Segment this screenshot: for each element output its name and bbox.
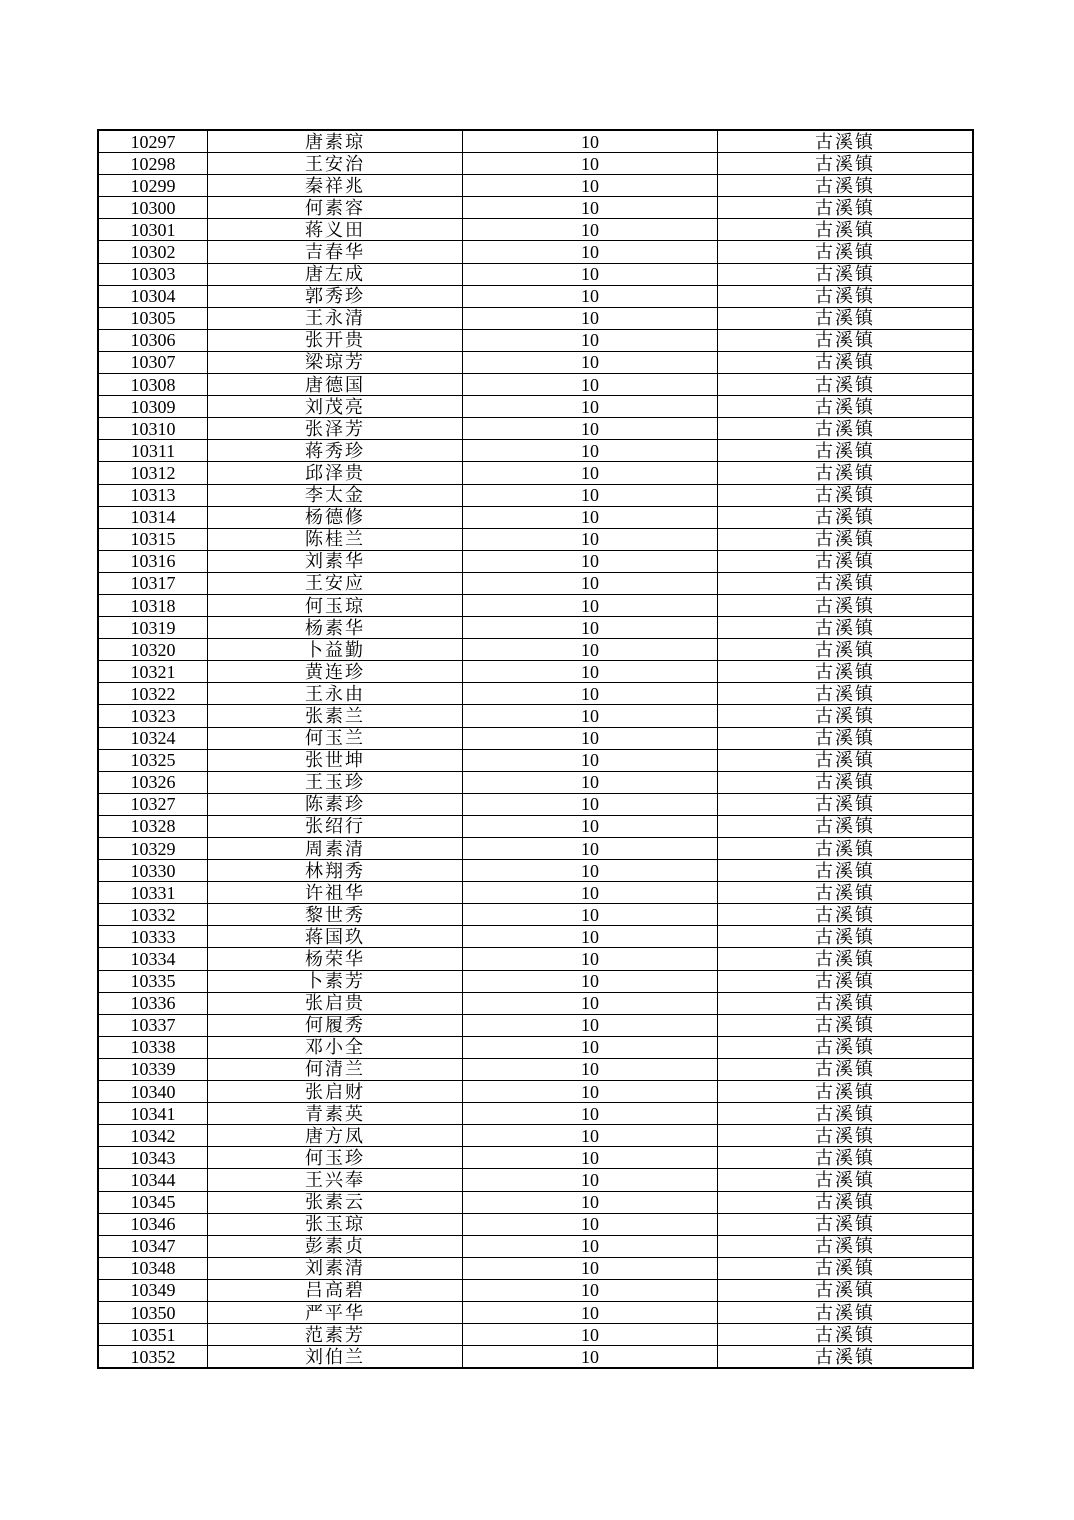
- table-row: [98, 749, 973, 771]
- id-cell: 10309: [98, 396, 208, 418]
- town-cell: 古溪镇: [718, 749, 974, 771]
- table-row: [98, 683, 973, 705]
- table-row: [98, 1346, 973, 1369]
- name-cell: 何清兰: [208, 1058, 463, 1080]
- id-cell: 10313: [98, 484, 208, 506]
- amount-cell: 10: [463, 1301, 718, 1323]
- table-row: [98, 1324, 973, 1346]
- roster-table-body: [98, 130, 973, 1368]
- name-cell: 卜益勤: [208, 639, 463, 661]
- id-cell: 10297: [98, 130, 208, 153]
- id-cell: 10322: [98, 683, 208, 705]
- table-row: [98, 705, 973, 727]
- id-cell: 10307: [98, 351, 208, 373]
- town-cell: 古溪镇: [718, 1257, 974, 1279]
- id-cell: 10306: [98, 329, 208, 351]
- name-cell: 黎世秀: [208, 904, 463, 926]
- id-cell: 10328: [98, 815, 208, 837]
- town-cell: 古溪镇: [718, 175, 974, 197]
- table-row: [98, 1235, 973, 1257]
- town-cell: 古溪镇: [718, 727, 974, 749]
- town-cell: 古溪镇: [718, 860, 974, 882]
- amount-cell: 10: [463, 1257, 718, 1279]
- amount-cell: 10: [463, 705, 718, 727]
- table-row: [98, 329, 973, 351]
- id-cell: 10349: [98, 1279, 208, 1301]
- town-cell: 古溪镇: [718, 1036, 974, 1058]
- id-cell: 10327: [98, 793, 208, 815]
- name-cell: 杨荣华: [208, 948, 463, 970]
- id-cell: 10342: [98, 1125, 208, 1147]
- name-cell: 秦祥兆: [208, 175, 463, 197]
- id-cell: 10336: [98, 992, 208, 1014]
- id-cell: 10341: [98, 1103, 208, 1125]
- town-cell: 古溪镇: [718, 462, 974, 484]
- town-cell: 古溪镇: [718, 440, 974, 462]
- id-cell: 10314: [98, 506, 208, 528]
- name-cell: 黄连珍: [208, 661, 463, 683]
- amount-cell: 10: [463, 130, 718, 153]
- town-cell: 古溪镇: [718, 1346, 974, 1369]
- id-cell: 10350: [98, 1301, 208, 1323]
- amount-cell: 10: [463, 1169, 718, 1191]
- id-cell: 10317: [98, 572, 208, 594]
- town-cell: 古溪镇: [718, 617, 974, 639]
- amount-cell: 10: [463, 484, 718, 506]
- table-row: [98, 904, 973, 926]
- id-cell: 10315: [98, 528, 208, 550]
- name-cell: 严平华: [208, 1301, 463, 1323]
- town-cell: 古溪镇: [718, 639, 974, 661]
- amount-cell: 10: [463, 462, 718, 484]
- table-row: [98, 1257, 973, 1279]
- amount-cell: 10: [463, 838, 718, 860]
- table-row: [98, 484, 973, 506]
- amount-cell: 10: [463, 948, 718, 970]
- table-row: [98, 374, 973, 396]
- name-cell: 张开贵: [208, 329, 463, 351]
- amount-cell: 10: [463, 1058, 718, 1080]
- id-cell: 10325: [98, 749, 208, 771]
- amount-cell: 10: [463, 1103, 718, 1125]
- town-cell: 古溪镇: [718, 307, 974, 329]
- id-cell: 10348: [98, 1257, 208, 1279]
- amount-cell: 10: [463, 153, 718, 175]
- town-cell: 古溪镇: [718, 882, 974, 904]
- amount-cell: 10: [463, 1125, 718, 1147]
- id-cell: 10302: [98, 241, 208, 263]
- id-cell: 10305: [98, 307, 208, 329]
- amount-cell: 10: [463, 285, 718, 307]
- name-cell: 许祖华: [208, 882, 463, 904]
- id-cell: 10329: [98, 838, 208, 860]
- id-cell: 10312: [98, 462, 208, 484]
- amount-cell: 10: [463, 418, 718, 440]
- amount-cell: 10: [463, 263, 718, 285]
- id-cell: 10303: [98, 263, 208, 285]
- table-row: [98, 838, 973, 860]
- id-cell: 10310: [98, 418, 208, 440]
- name-cell: 吕高碧: [208, 1279, 463, 1301]
- table-row: [98, 1147, 973, 1169]
- id-cell: 10334: [98, 948, 208, 970]
- amount-cell: 10: [463, 617, 718, 639]
- town-cell: 古溪镇: [718, 970, 974, 992]
- id-cell: 10331: [98, 882, 208, 904]
- amount-cell: 10: [463, 793, 718, 815]
- amount-cell: 10: [463, 1191, 718, 1213]
- name-cell: 唐德国: [208, 374, 463, 396]
- table-row: [98, 1169, 973, 1191]
- table-row: [98, 550, 973, 572]
- name-cell: 范素芳: [208, 1324, 463, 1346]
- id-cell: 10332: [98, 904, 208, 926]
- town-cell: 古溪镇: [718, 329, 974, 351]
- name-cell: 张泽芳: [208, 418, 463, 440]
- table-row: [98, 506, 973, 528]
- amount-cell: 10: [463, 329, 718, 351]
- table-row: [98, 528, 973, 550]
- amount-cell: 10: [463, 506, 718, 528]
- id-cell: 10304: [98, 285, 208, 307]
- amount-cell: 10: [463, 396, 718, 418]
- amount-cell: 10: [463, 594, 718, 616]
- id-cell: 10324: [98, 727, 208, 749]
- amount-cell: 10: [463, 970, 718, 992]
- town-cell: 古溪镇: [718, 705, 974, 727]
- table-row: [98, 1103, 973, 1125]
- name-cell: 刘伯兰: [208, 1346, 463, 1369]
- name-cell: 郭秀珍: [208, 285, 463, 307]
- name-cell: 李太金: [208, 484, 463, 506]
- name-cell: 王安治: [208, 153, 463, 175]
- name-cell: 张绍行: [208, 815, 463, 837]
- name-cell: 吉春华: [208, 241, 463, 263]
- id-cell: 10346: [98, 1213, 208, 1235]
- name-cell: 蒋义田: [208, 219, 463, 241]
- id-cell: 10301: [98, 219, 208, 241]
- amount-cell: 10: [463, 749, 718, 771]
- amount-cell: 10: [463, 1346, 718, 1369]
- name-cell: 蒋秀珍: [208, 440, 463, 462]
- town-cell: 古溪镇: [718, 838, 974, 860]
- name-cell: 邱泽贵: [208, 462, 463, 484]
- table-row: [98, 1191, 973, 1213]
- table-row: [98, 948, 973, 970]
- town-cell: 古溪镇: [718, 926, 974, 948]
- amount-cell: 10: [463, 882, 718, 904]
- town-cell: 古溪镇: [718, 572, 974, 594]
- town-cell: 古溪镇: [718, 263, 974, 285]
- town-cell: 古溪镇: [718, 1279, 974, 1301]
- table-row: [98, 639, 973, 661]
- town-cell: 古溪镇: [718, 1301, 974, 1323]
- table-row: [98, 285, 973, 307]
- table-row: [98, 1036, 973, 1058]
- table-row: [98, 307, 973, 329]
- town-cell: 古溪镇: [718, 418, 974, 440]
- table-row: [98, 1301, 973, 1323]
- table-row: [98, 617, 973, 639]
- town-cell: 古溪镇: [718, 948, 974, 970]
- amount-cell: 10: [463, 1081, 718, 1103]
- town-cell: 古溪镇: [718, 285, 974, 307]
- table-row: [98, 396, 973, 418]
- name-cell: 刘素清: [208, 1257, 463, 1279]
- id-cell: 10311: [98, 440, 208, 462]
- amount-cell: 10: [463, 1324, 718, 1346]
- amount-cell: 10: [463, 219, 718, 241]
- table-row: [98, 130, 973, 153]
- id-cell: 10308: [98, 374, 208, 396]
- table-row: [98, 263, 973, 285]
- table-row: [98, 771, 973, 793]
- name-cell: 张素兰: [208, 705, 463, 727]
- town-cell: 古溪镇: [718, 374, 974, 396]
- town-cell: 古溪镇: [718, 815, 974, 837]
- table-row: [98, 153, 973, 175]
- id-cell: 10320: [98, 639, 208, 661]
- table-row: [98, 1213, 973, 1235]
- table-row: [98, 815, 973, 837]
- amount-cell: 10: [463, 860, 718, 882]
- name-cell: 梁琼芳: [208, 351, 463, 373]
- name-cell: 何玉兰: [208, 727, 463, 749]
- id-cell: 10343: [98, 1147, 208, 1169]
- table-row: [98, 219, 973, 241]
- town-cell: 古溪镇: [718, 771, 974, 793]
- table-row: [98, 241, 973, 263]
- amount-cell: 10: [463, 1279, 718, 1301]
- amount-cell: 10: [463, 683, 718, 705]
- id-cell: 10298: [98, 153, 208, 175]
- id-cell: 10299: [98, 175, 208, 197]
- table-row: [98, 572, 973, 594]
- name-cell: 邓小全: [208, 1036, 463, 1058]
- name-cell: 唐素琼: [208, 130, 463, 153]
- town-cell: 古溪镇: [718, 219, 974, 241]
- amount-cell: 10: [463, 550, 718, 572]
- amount-cell: 10: [463, 374, 718, 396]
- amount-cell: 10: [463, 1014, 718, 1036]
- town-cell: 古溪镇: [718, 683, 974, 705]
- name-cell: 何玉珍: [208, 1147, 463, 1169]
- amount-cell: 10: [463, 1235, 718, 1257]
- id-cell: 10344: [98, 1169, 208, 1191]
- name-cell: 何履秀: [208, 1014, 463, 1036]
- name-cell: 何素容: [208, 197, 463, 219]
- town-cell: 古溪镇: [718, 1014, 974, 1036]
- name-cell: 王玉珍: [208, 771, 463, 793]
- name-cell: 蒋国玖: [208, 926, 463, 948]
- name-cell: 彭素贞: [208, 1235, 463, 1257]
- amount-cell: 10: [463, 926, 718, 948]
- town-cell: 古溪镇: [718, 1213, 974, 1235]
- town-cell: 古溪镇: [718, 484, 974, 506]
- name-cell: 林翔秀: [208, 860, 463, 882]
- amount-cell: 10: [463, 1036, 718, 1058]
- table-row: [98, 926, 973, 948]
- name-cell: 张素云: [208, 1191, 463, 1213]
- town-cell: 古溪镇: [718, 506, 974, 528]
- table-row: [98, 793, 973, 815]
- town-cell: 古溪镇: [718, 661, 974, 683]
- id-cell: 10333: [98, 926, 208, 948]
- table-row: [98, 440, 973, 462]
- name-cell: 王安应: [208, 572, 463, 594]
- amount-cell: 10: [463, 771, 718, 793]
- id-cell: 10326: [98, 771, 208, 793]
- name-cell: 张世坤: [208, 749, 463, 771]
- table-row: [98, 661, 973, 683]
- id-cell: 10300: [98, 197, 208, 219]
- town-cell: 古溪镇: [718, 1169, 974, 1191]
- name-cell: 王兴奉: [208, 1169, 463, 1191]
- id-cell: 10339: [98, 1058, 208, 1080]
- table-row: [98, 970, 973, 992]
- id-cell: 10335: [98, 970, 208, 992]
- town-cell: 古溪镇: [718, 793, 974, 815]
- id-cell: 10330: [98, 860, 208, 882]
- id-cell: 10323: [98, 705, 208, 727]
- amount-cell: 10: [463, 992, 718, 1014]
- name-cell: 刘素华: [208, 550, 463, 572]
- table-row: [98, 418, 973, 440]
- amount-cell: 10: [463, 241, 718, 263]
- table-row: [98, 1279, 973, 1301]
- amount-cell: 10: [463, 197, 718, 219]
- table-row: [98, 1058, 973, 1080]
- id-cell: 10351: [98, 1324, 208, 1346]
- amount-cell: 10: [463, 1213, 718, 1235]
- amount-cell: 10: [463, 572, 718, 594]
- table-row: [98, 1081, 973, 1103]
- town-cell: 古溪镇: [718, 396, 974, 418]
- amount-cell: 10: [463, 661, 718, 683]
- town-cell: 古溪镇: [718, 904, 974, 926]
- amount-cell: 10: [463, 727, 718, 749]
- table-row: [98, 351, 973, 373]
- town-cell: 古溪镇: [718, 992, 974, 1014]
- table-row: [98, 594, 973, 616]
- table-row: [98, 860, 973, 882]
- amount-cell: 10: [463, 307, 718, 329]
- name-cell: 青素英: [208, 1103, 463, 1125]
- id-cell: 10316: [98, 550, 208, 572]
- table-row: [98, 882, 973, 904]
- name-cell: 陈桂兰: [208, 528, 463, 550]
- id-cell: 10340: [98, 1081, 208, 1103]
- name-cell: 唐左成: [208, 263, 463, 285]
- town-cell: 古溪镇: [718, 1103, 974, 1125]
- table-row: [98, 462, 973, 484]
- id-cell: 10318: [98, 594, 208, 616]
- name-cell: 卜素芳: [208, 970, 463, 992]
- town-cell: 古溪镇: [718, 153, 974, 175]
- id-cell: 10352: [98, 1346, 208, 1369]
- id-cell: 10345: [98, 1191, 208, 1213]
- name-cell: 唐方凤: [208, 1125, 463, 1147]
- id-cell: 10338: [98, 1036, 208, 1058]
- name-cell: 张启财: [208, 1081, 463, 1103]
- amount-cell: 10: [463, 815, 718, 837]
- name-cell: 何玉琼: [208, 594, 463, 616]
- id-cell: 10319: [98, 617, 208, 639]
- name-cell: 杨德修: [208, 506, 463, 528]
- town-cell: 古溪镇: [718, 594, 974, 616]
- name-cell: 张启贵: [208, 992, 463, 1014]
- town-cell: 古溪镇: [718, 1081, 974, 1103]
- amount-cell: 10: [463, 528, 718, 550]
- amount-cell: 10: [463, 175, 718, 197]
- name-cell: 杨素华: [208, 617, 463, 639]
- name-cell: 张玉琼: [208, 1213, 463, 1235]
- table-row: [98, 197, 973, 219]
- table-row: [98, 992, 973, 1014]
- town-cell: 古溪镇: [718, 1147, 974, 1169]
- amount-cell: 10: [463, 351, 718, 373]
- roster-table: [97, 129, 974, 1369]
- id-cell: 10337: [98, 1014, 208, 1036]
- town-cell: 古溪镇: [718, 528, 974, 550]
- amount-cell: 10: [463, 440, 718, 462]
- town-cell: 古溪镇: [718, 197, 974, 219]
- town-cell: 古溪镇: [718, 1324, 974, 1346]
- amount-cell: 10: [463, 904, 718, 926]
- table-row: [98, 175, 973, 197]
- town-cell: 古溪镇: [718, 351, 974, 373]
- town-cell: 古溪镇: [718, 241, 974, 263]
- amount-cell: 10: [463, 639, 718, 661]
- id-cell: 10347: [98, 1235, 208, 1257]
- town-cell: 古溪镇: [718, 1125, 974, 1147]
- name-cell: 陈素珍: [208, 793, 463, 815]
- town-cell: 古溪镇: [718, 130, 974, 153]
- table-row: [98, 1125, 973, 1147]
- town-cell: 古溪镇: [718, 1191, 974, 1213]
- town-cell: 古溪镇: [718, 1058, 974, 1080]
- document-page: [97, 129, 971, 1369]
- amount-cell: 10: [463, 1147, 718, 1169]
- town-cell: 古溪镇: [718, 1235, 974, 1257]
- table-row: [98, 1014, 973, 1036]
- name-cell: 刘茂亮: [208, 396, 463, 418]
- id-cell: 10321: [98, 661, 208, 683]
- table-row: [98, 727, 973, 749]
- town-cell: 古溪镇: [718, 550, 974, 572]
- name-cell: 周素清: [208, 838, 463, 860]
- name-cell: 王永由: [208, 683, 463, 705]
- name-cell: 王永清: [208, 307, 463, 329]
